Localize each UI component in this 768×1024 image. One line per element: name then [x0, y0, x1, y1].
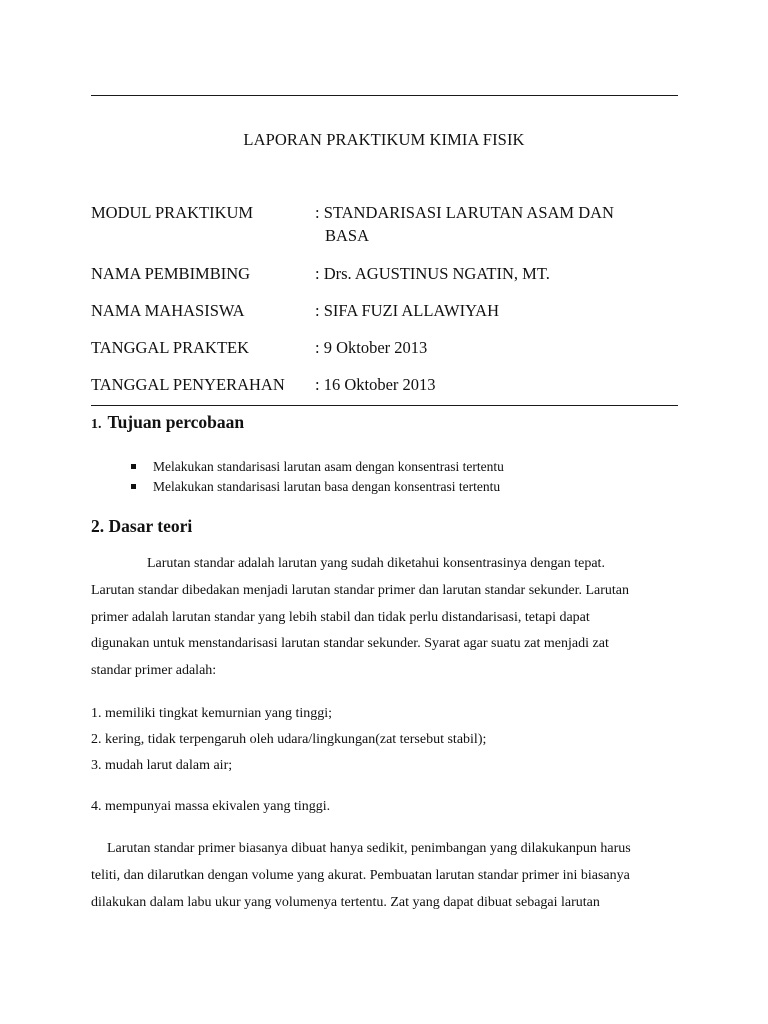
paragraph-line: dilakukan dalam labu ukur yang volumenya tertentu. Zat yang dapat dibuat sebagai larutan [91, 894, 600, 910]
list-item [131, 477, 504, 497]
pembimbing-label: NAMA PEMBIMBING [91, 264, 251, 283]
modul-label: MODUL PRAKTIKUM [91, 203, 254, 222]
paragraph-line: teliti, dan dilarutkan dengan volume yang akurat. Pembuatan larutan standar primer ini biasanya [91, 867, 630, 883]
mahasiswa-value: : SIFA FUZI ALLAWIYAH [315, 301, 499, 320]
tanggal-penyerahan-value: : 16 Oktober 2013 [315, 375, 436, 394]
modul-value-line1: : STANDARISASI LARUTAN ASAM DAN [315, 203, 614, 222]
section1-number: 1. [91, 417, 102, 432]
theory-paragraph-2 [91, 836, 691, 916]
objective-text: Melakukan standarisasi larutan basa dengan konsentrasi tertentu [153, 479, 501, 494]
requirement-item-2: 2. kering, tidak terpengaruh oleh udara/lingkungan(zat tersebut stabil); [91, 732, 487, 747]
pembimbing-value: : Drs. AGUSTINUS NGATIN, MT. [315, 264, 550, 283]
square-bullet-icon [131, 484, 136, 489]
tanggal-praktek-label: TANGGAL PRAKTEK [91, 338, 250, 357]
top-divider [91, 95, 678, 96]
section1-heading [91, 412, 244, 433]
square-bullet-icon [131, 464, 136, 469]
modul-value-line2: BASA [325, 226, 370, 245]
paragraph-line: digunakan untuk menstandarisasi larutan standar sekunder. Syarat agar suatu zat menjadi zat [91, 636, 609, 652]
section2-heading: 2. Dasar teori [91, 516, 193, 536]
requirement-item-4: 4. mempunyai massa ekivalen yang tinggi. [91, 799, 331, 814]
paragraph-line: Larutan standar dibedakan menjadi larutan standar primer dan larutan standar sekunder. Larutan [91, 582, 630, 598]
list-item [131, 457, 504, 477]
report-title: LAPORAN PRAKTIKUM KIMIA FISIK [243, 130, 525, 149]
tanggal-penyerahan-label: TANGGAL PENYERAHAN [91, 375, 285, 394]
paragraph-line: standar primer adalah: [91, 663, 217, 679]
mahasiswa-label: NAMA MAHASISWA [91, 301, 245, 320]
objectives-list [131, 457, 504, 497]
section1-title: Tujuan percobaan [107, 412, 245, 432]
theory-paragraph-1 [91, 551, 691, 685]
objective-text: Melakukan standarisasi larutan asam dengan konsentrasi tertentu [153, 459, 504, 474]
paragraph-line: Larutan standar adalah larutan yang sudah diketahui konsentrasinya dengan tepat. [147, 556, 605, 571]
info-divider [91, 405, 678, 406]
paragraph-line: primer adalah larutan standar yang lebih stabil dan tidak perlu distandarisasi, tetapi dapat [91, 609, 590, 625]
tanggal-praktek-value: : 9 Oktober 2013 [315, 338, 428, 357]
requirement-item-1: 1. memiliki tingkat kemurnian yang tinggi; [91, 706, 333, 721]
requirement-item-3: 3. mudah larut dalam air; [91, 758, 233, 773]
modul-value [315, 203, 614, 246]
paragraph-line: Larutan standar primer biasanya dibuat hanya sedikit, penimbangan yang dilakukanpun harus [107, 841, 631, 856]
